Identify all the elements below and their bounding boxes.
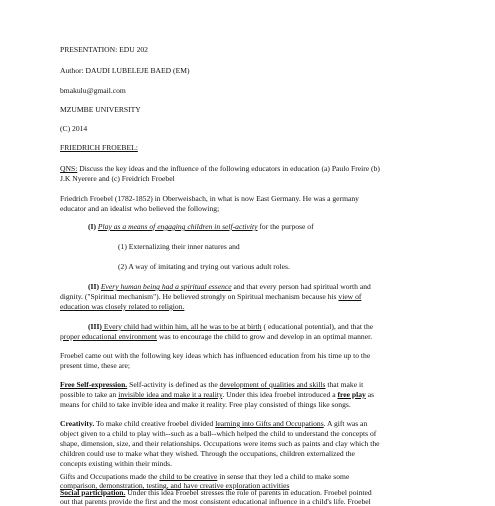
- point-3-text: was to encourage the child to grow and develop in an optimal manner.: [157, 332, 373, 341]
- question-label: QNS:: [60, 164, 78, 173]
- free-self-text-c: possible to take an: [60, 390, 119, 399]
- free-play-term: free play: [337, 390, 366, 399]
- gifts-underline-1: child to be creative: [159, 472, 218, 481]
- point-3: [88, 322, 483, 331]
- social-title: Social participation.: [60, 488, 126, 497]
- free-self-text-e: as: [365, 390, 375, 399]
- creativity-line-2: object given to a child to play with--such as a ball--which helped the child to understand the concepts of: [60, 429, 377, 438]
- social-text-a: Under this idea Froebel stresses the role of parents in education. Froebel pointed: [125, 488, 372, 497]
- point-3-title: Every child had within him, all he was to be at birth: [101, 322, 262, 331]
- point-3-rest: ( educational potential), and that the: [261, 322, 374, 331]
- creativity-text-a: To make child creative froebel divided: [94, 419, 216, 428]
- free-self-text-d: . Under this idea froebel introduced a: [222, 390, 338, 399]
- point-2-number: (II): [88, 282, 99, 291]
- university-line: MZUMBE UNIVERSITY: [60, 105, 141, 114]
- point-2-title: Every human being had a spiritual essence: [100, 282, 232, 291]
- intro-line-1: Friedrich Froebel (1782-1852) in Oberweisbach, in what is now East Germany. He was a germany: [60, 194, 359, 203]
- section-title: FRIEDRICH FROEBEL:: [60, 143, 138, 152]
- point-1-sub-1: (1) Externalizing their inner natures and: [118, 242, 240, 251]
- creativity-text-b: . A gift was an: [323, 419, 368, 428]
- creativity-line-4: children could use to make what they wished. Through the occupations, children externalized the: [60, 449, 355, 458]
- point-2-line-2: [60, 292, 483, 301]
- free-self-text-a: Self-activity is defined as the: [127, 380, 220, 389]
- point-2-rest: and that every person had spiritual worth and: [231, 282, 371, 291]
- question-text-1: Discuss the key ideas and the influence of the following educators in education (a) Paulo Freire (b): [77, 164, 380, 173]
- question-line-1: [60, 164, 483, 173]
- gifts-text-b: in sense that they led a child to make some: [217, 472, 350, 481]
- creativity-line-5: concepts existing within their minds.: [60, 459, 172, 468]
- gifts-text-a: Gifts and Occupations made the: [60, 472, 160, 481]
- point-1-sub-2: (2) A way of imitating and trying out various adult roles.: [118, 262, 290, 271]
- intro-line-2: educator and an idealist who believed the following;: [60, 204, 220, 213]
- free-self-line-2: [60, 390, 483, 399]
- point-2: [88, 282, 483, 291]
- gifts-line-1: [60, 472, 483, 481]
- came-out-line-2: present time, these are;: [60, 361, 131, 370]
- point-2-underline-a: view of: [338, 292, 362, 301]
- presentation-line: PRESENTATION: EDU 202: [60, 45, 148, 54]
- point-1-number: (I): [88, 222, 97, 231]
- free-self-line-1: [60, 380, 483, 389]
- free-self-text-b: that make it: [325, 380, 364, 389]
- point-1: [88, 222, 483, 231]
- free-self-underline-2: invisible idea and make it a reality: [118, 390, 223, 399]
- gifts-line-2: comparison, demonstration, testing, and have creative exploration activities: [60, 481, 290, 490]
- social-line-2: out that parents provide the first and the most consistent educational influence in a child's life. Froebel: [60, 497, 371, 506]
- point-3-line-2: [60, 332, 483, 341]
- point-1-title: Play as a means of engaging children in self-activity: [97, 222, 258, 231]
- came-out-line-1: Froebel came out with the following key ideas which has influenced education from his time up to the: [60, 351, 371, 360]
- creativity-title: Creativity.: [60, 419, 95, 428]
- copyright-line: (C) 2014: [60, 124, 88, 133]
- creativity-line-3: shape, dimension, size, and their relationships. Occupations were items such as paints and clay which the: [60, 439, 380, 448]
- point-3-number: (III): [88, 322, 102, 331]
- social-line-1: [60, 488, 483, 497]
- question-line-2: J.K Nyerere and (c) Freidrich Froebel: [60, 174, 175, 183]
- email-line: bmakulu@gmail.com: [60, 86, 126, 95]
- free-self-line-3: means for child to take invible idea and make it reality. Free play consisted of things like songs.: [60, 400, 351, 409]
- author-line: Author: DAUDI LUBELEJE BAED (EM): [60, 66, 190, 75]
- point-3-underline: proper educational environment: [60, 332, 157, 341]
- free-self-underline-1: development of qualities and skills: [219, 380, 326, 389]
- free-self-title: Free Self-expression.: [60, 380, 128, 389]
- point-2-line-3: education was closely related to religion.: [60, 302, 185, 311]
- point-1-rest: for the purpose of: [257, 222, 314, 231]
- creativity-line-1: [60, 419, 483, 428]
- creativity-underline: learning into Gifts and Occupations: [215, 419, 324, 428]
- point-2-text: dignity. ("Spiritual mechanism"). He believed strongly on Spiritual mechanism because his: [60, 292, 339, 301]
